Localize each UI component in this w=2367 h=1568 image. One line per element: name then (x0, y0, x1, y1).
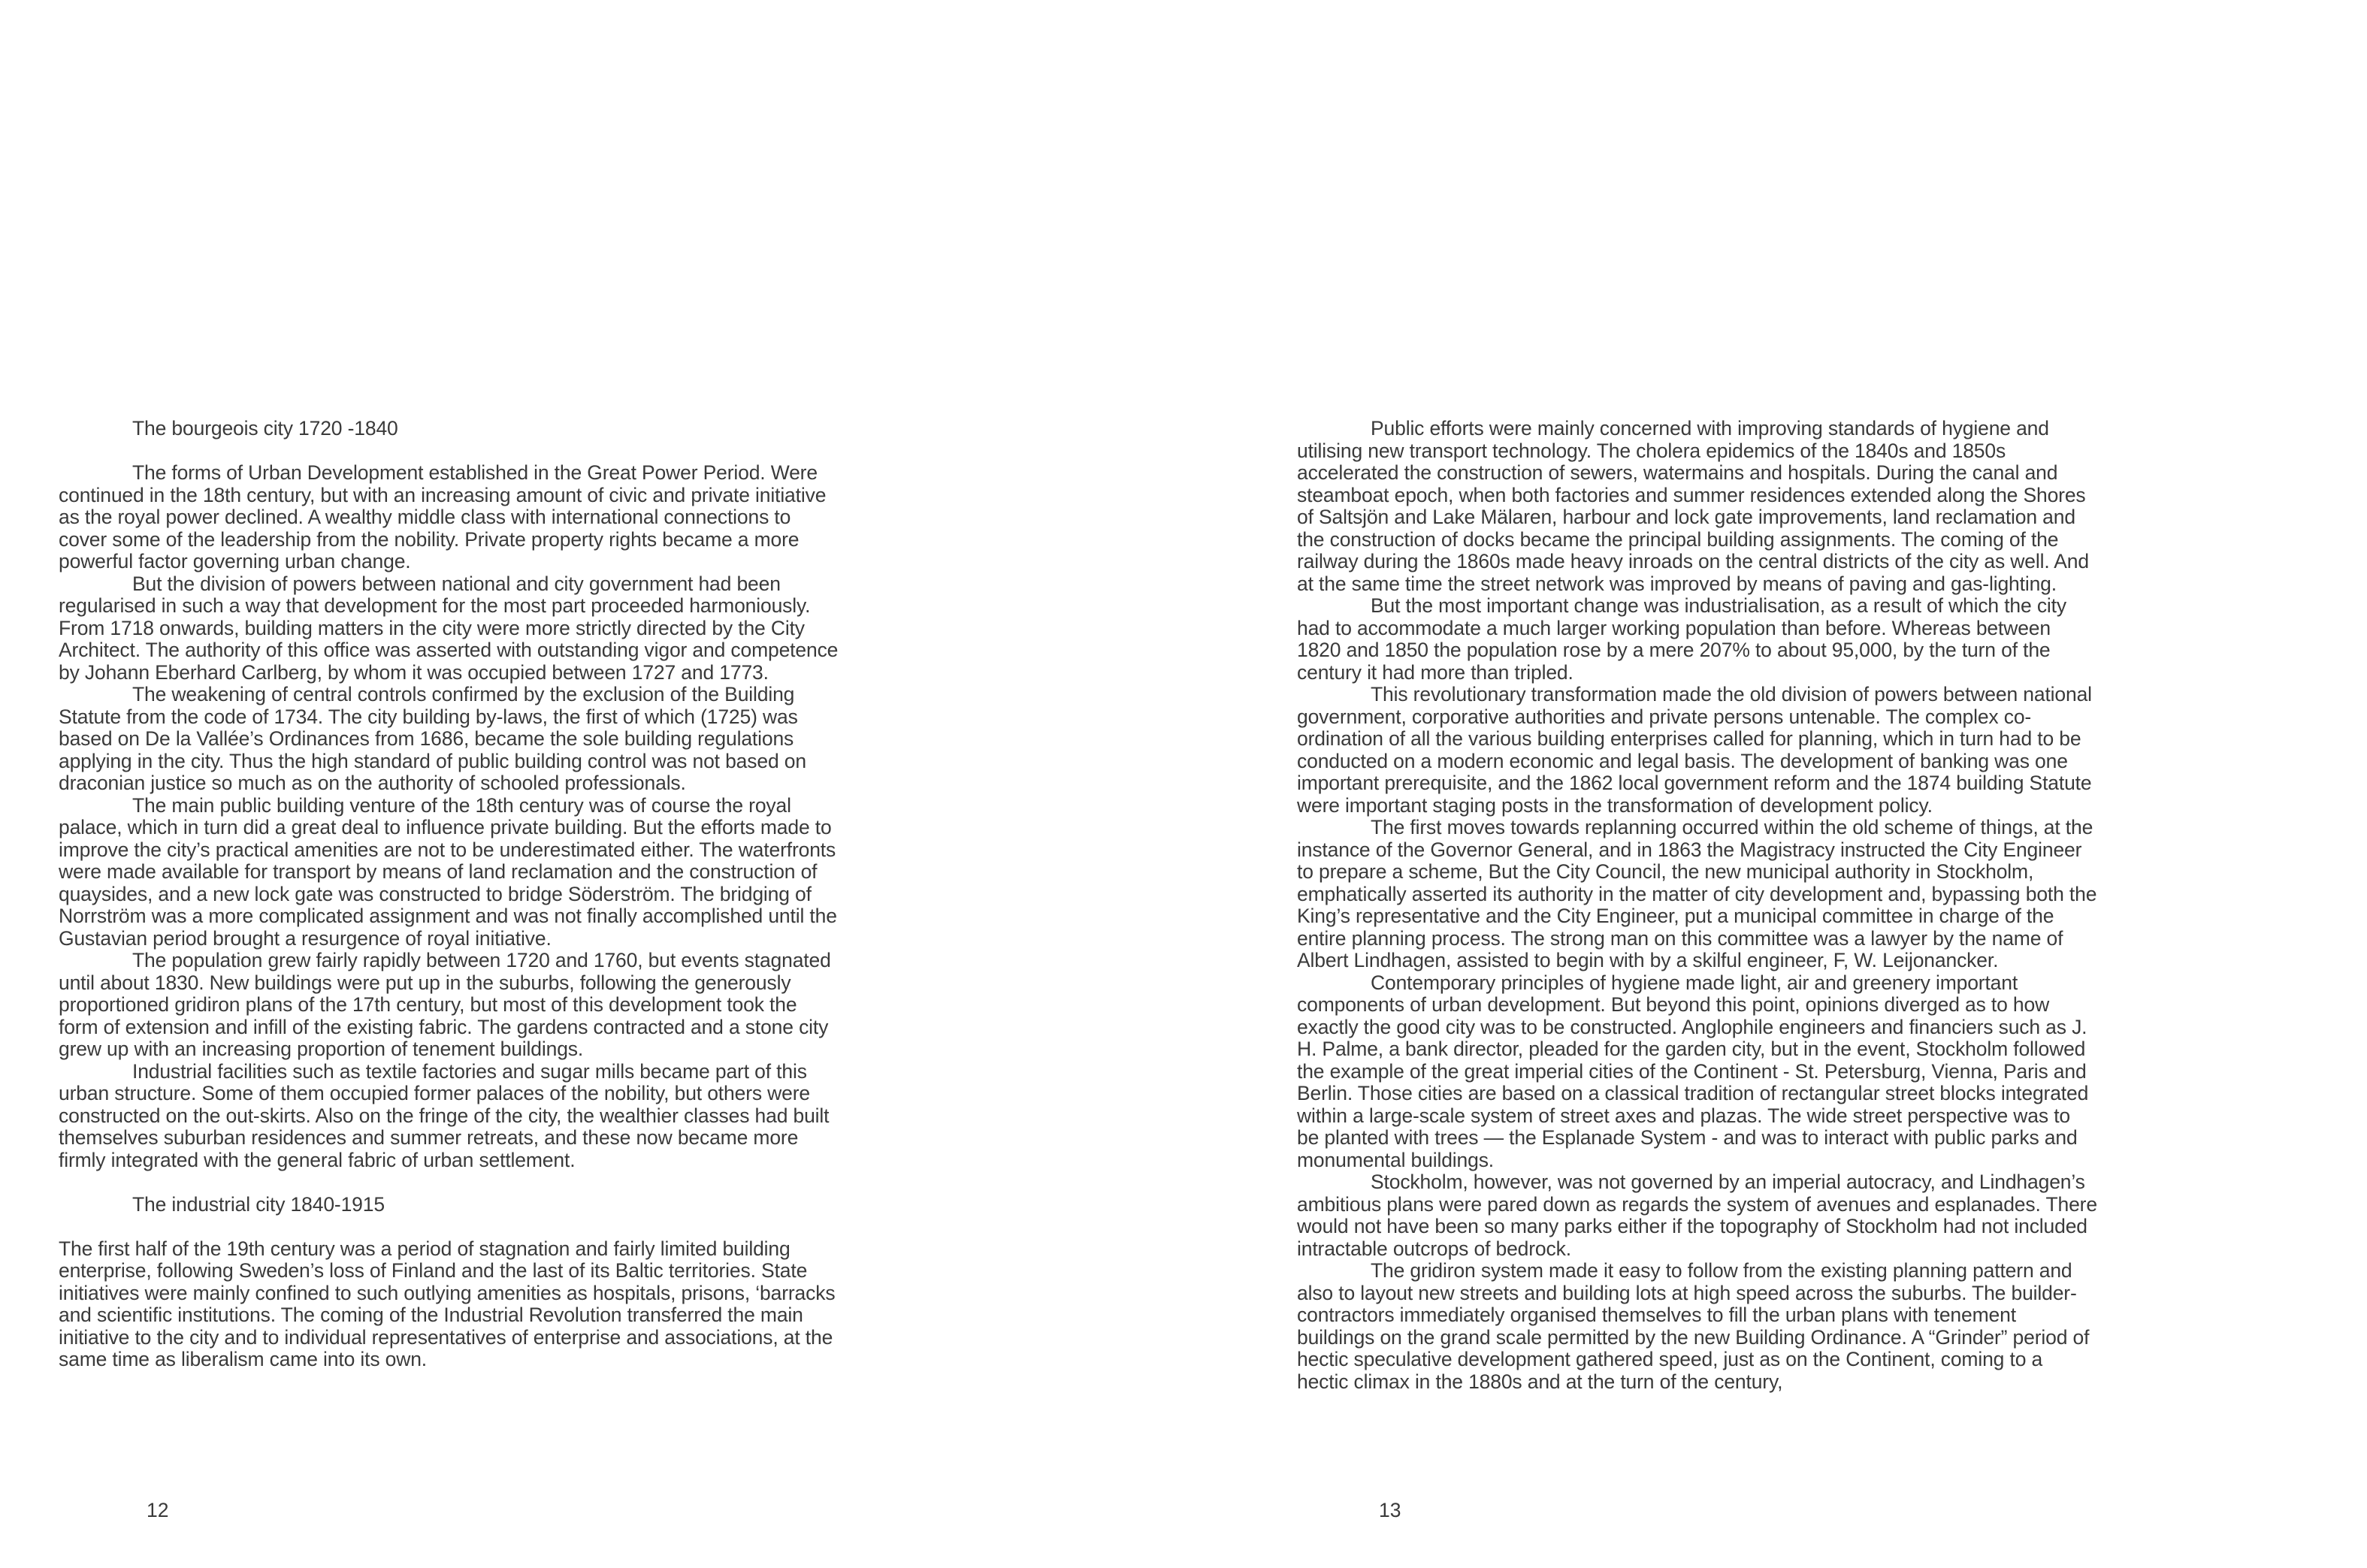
paragraph: Stockholm, however, was not governed by an imperial autocracy, and Lindhagen’s ambitious plans were pared down as regards the system of avenues and esplanades. There would not have been so many parks either if the topography of Stockholm had not included intractable outcrops of bedrock. (1297, 1171, 2097, 1260)
right-page (1184, 0, 2367, 1568)
paragraph: But the most important change was industrialisation, as a result of which the city had to accommodate a much larger working population than before. Whereas between 1820 and 1850 the population rose by a mere 207% to about 95,000, by the turn of the century it had more than tripled. (1297, 594, 2066, 684)
page-number: 12 (147, 1499, 169, 1521)
paragraph: Industrial facilities such as textile factories and sugar mills became part of this urban structure. Some of them occupied former palaces of the nobility, but others were constructed on the out-skirts. Also on the fringe of the city, the wealthier classes had built themselves suburban residences and summer retreats, and these now became more firmly integrated with the general fabric of urban settlement. (59, 1059, 830, 1171)
paragraph: Public efforts were mainly concerned with improving standards of hygiene and utilising new transport technology. The cholera epidemics of the 1840s and 1850s accelerated the construction of sewers, watermains and hospitals. During the canal and steamboat epoch, when both factories and summer residences extended along the Shores of Saltsjön and Lake Mälaren, harbour and lock gate improvements, land reclamation and the construction of docks became the principal building assignments. The coming of the railway during the 1860s made heavy inroads on the central districts of the city as well. And at the same time the street network was improved by means of paving and gas-lighting. (1297, 417, 2089, 595)
right-text-column (1297, 418, 2097, 1393)
paragraph: But the division of powers between national and city government had been regularised in such a way that development for the most part proceeded harmoniously. From 1718 onwards, building matters in the city were more strictly directed by the City Architect. The authority of this office was asserted with outstanding vigor and competence by Johann Eberhard Carlberg, by whom it was occupied between 1727 and 1773. (59, 572, 839, 684)
paragraph: The population grew fairly rapidly between 1720 and 1760, but events stagnated until about 1830. New buildings were put up in the suburbs, following the generously proportioned gridiron plans of the 17th century, but most of this development took the form of extension and infill of the existing fabric. The gardens contracted and a stone city grew up with an increasing proportion of tenement buildings. (59, 949, 831, 1060)
spacer (59, 1216, 840, 1238)
paragraph: The first moves towards replanning occurred within the old scheme of things, at the instance of the Governor General, and in 1863 the Magistracy instructed the City Engineer to prepare a scheme, But the City Council, the new municipal authority in Stockholm, emphatically asserted its authority in the matter of city development and, bypassing both the King’s representative and the City Engineer, put a municipal committee in charge of the entire planning process. The strong man on this committee was a lawyer by the name of Albert Lindhagen, assisted to begin with by a skilful engineer, F, W. Leijonancker. (1297, 816, 2097, 971)
section-heading-industrial-city: The industrial city 1840-1915 (132, 1192, 385, 1216)
section-heading-bourgeois-city: The bourgeois city 1720 -1840 (132, 417, 398, 440)
paragraph: The gridiron system made it easy to follow from the existing planning pattern and also to layout new streets and building lots at high speed across the suburbs. The builder-contractors immediately organised themselves to fill the urban plans with tenement buildings on the grand scale permitted by the new Building Ordinance. A “Grinder” period of hectic speculative development gathered speed, just as on the Continent, coming to a hectic climax in the 1880s and at the turn of the century, (1297, 1259, 2090, 1393)
paragraph: This revolutionary transformation made the old division of powers between national government, corporative authorities and private persons untenable. The complex co-ordination of all the various building enterprises called for planning, which in turn had to be conducted on a modern economic and legal basis. The development of banking was one important prerequisite, and the 1862 local government reform and the 1874 building Statute were important staging posts in the transformation of development policy. (1297, 683, 2092, 817)
page-number: 13 (1379, 1499, 1401, 1521)
spacer (59, 440, 840, 463)
spacer (59, 1171, 840, 1194)
left-text-column (59, 418, 840, 1371)
paragraph: Contemporary principles of hygiene made light, air and greenery important components of urban development. But beyond this point, opinions diverged as to how exactly the good city was to be constructed. Anglophile engineers and financiers such as J. H. Palme, a bank director, pleaded for the garden city, but in the event, Stockholm followed the example of the great imperial cities of the Continent - St. Petersburg, Vienna, Paris and Berlin. Those cities are based on a classical tradition of rectangular street blocks integrated within a large-scale system of street axes and plazas. The wide street perspective was to be planted with trees — the Esplanade System - and was to interact with public parks and monumental buildings. (1297, 971, 2089, 1171)
paragraph: The first half of the 19th century was a period of stagnation and fairly limited building enterprise, following Sweden’s loss of Finland and the last of its Baltic territories. State initiatives were mainly confined to such outlying amenities as hospitals, prisons, ‘barracks and scientific institutions. The coming of the Industrial Revolution transferred the main initiative to the city and to individual representatives of enterprise and associations, at the same time as liberalism came into its own. (59, 1237, 836, 1370)
paragraph: The forms of Urban Development established in the Great Power Period. Were continued in the 18th century, but with an increasing amount of civic and private initiative as the royal power declined. A wealthy middle class with international connections to cover some of the leadership from the nobility. Private property rights became a more powerful factor governing urban change. (59, 461, 827, 573)
paragraph: The weakening of central controls confirmed by the exclusion of the Building Statute from the code of 1734. The city building by-laws, the first of which (1725) was based on De la Vallée’s Ordinances from 1686, became the sole building regulations applying in the city. Thus the high standard of public building control was not based on draconian justice so much as on the authority of schooled professionals. (59, 683, 806, 794)
paragraph: The main public building venture of the 18th century was of course the royal palace, which in turn did a great deal to influence private building. But the efforts made to improve the city’s practical amenities are not to be underestimated either. The waterfronts were made available for transport by means of land reclamation and the construction of quaysides, and a new lock gate was constructed to bridge Söderström. The bridging of Norrström was a more complicated assignment and was not finally accomplished until the Gustavian period brought a resurgence of royal initiative. (59, 793, 837, 950)
